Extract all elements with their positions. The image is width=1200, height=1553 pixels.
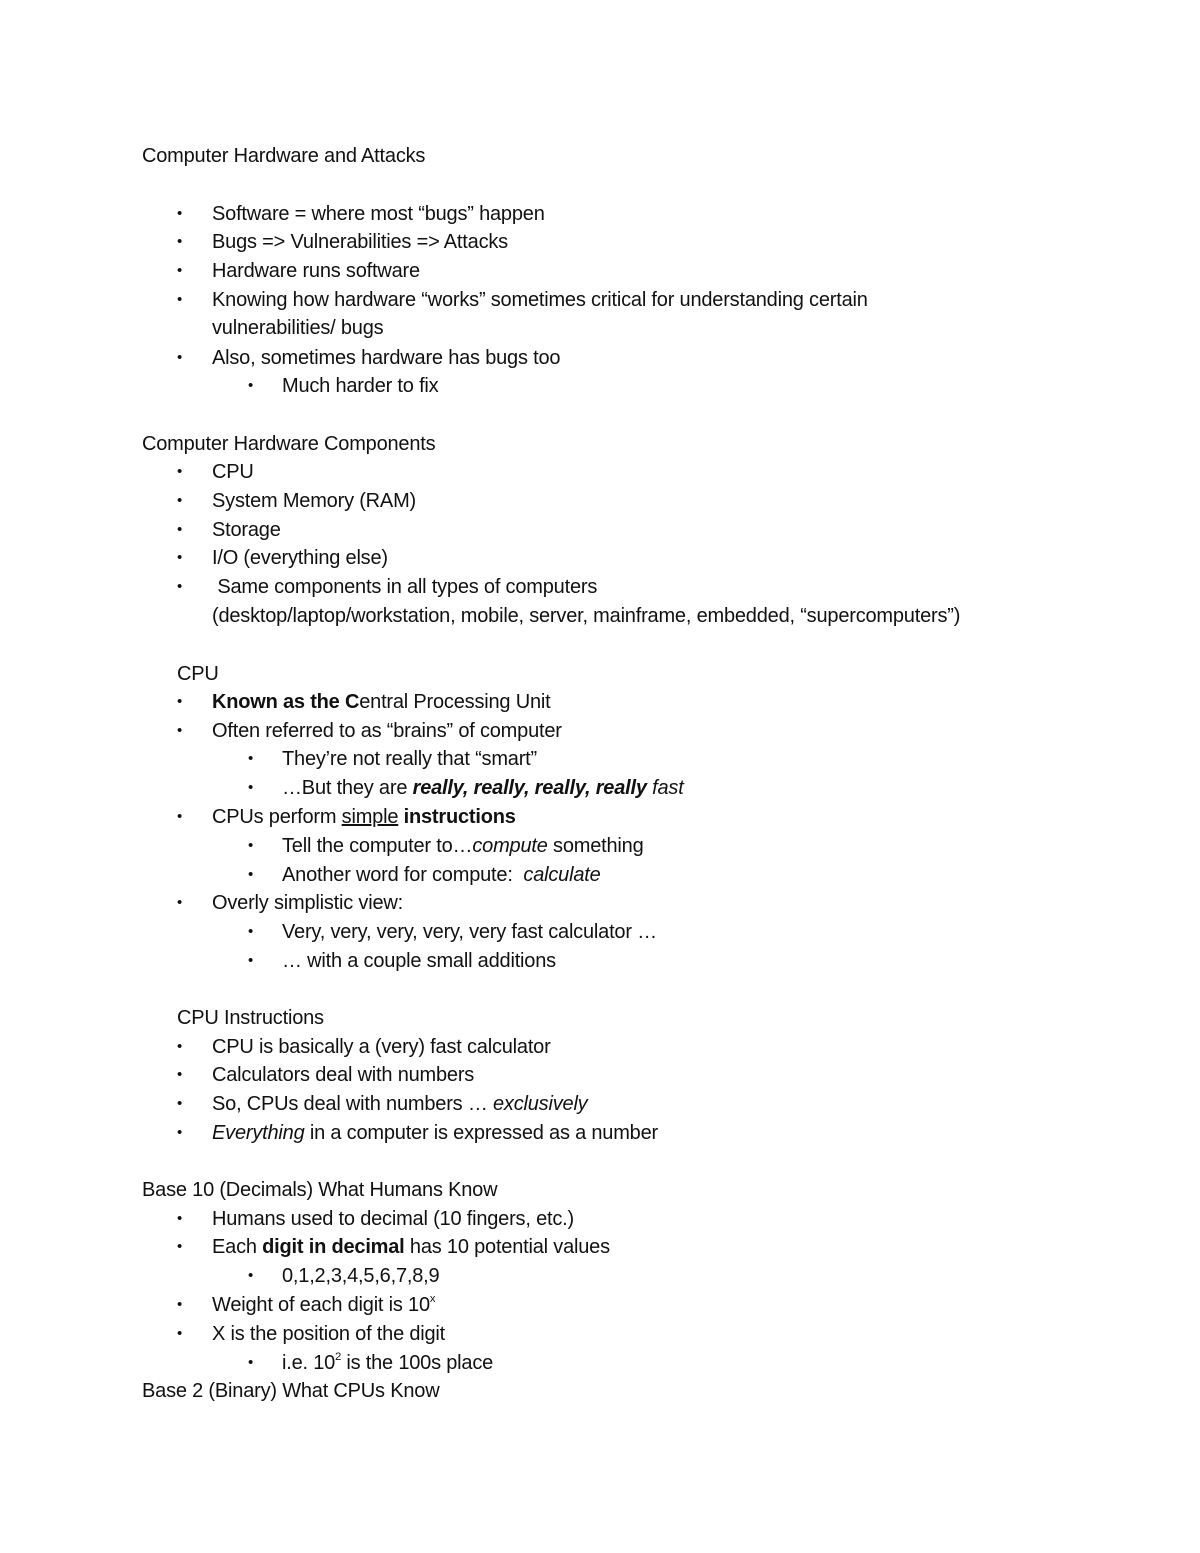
heading-hardware-components: Computer Hardware Components — [142, 433, 436, 455]
heading-cpu: CPU — [177, 663, 219, 685]
bullet: • — [177, 578, 183, 595]
sub-list-item: Much harder to fix — [282, 375, 439, 397]
list-item: Same components in all types of computers — [212, 576, 598, 598]
bullet: • — [177, 349, 183, 366]
bullet: • — [177, 291, 183, 308]
ie-suffix: is the 100s place — [341, 1352, 494, 1374]
bullet: • — [177, 492, 183, 509]
bullet: • — [248, 837, 254, 854]
bullet: • — [177, 722, 183, 739]
list-item: X is the position of the digit — [212, 1323, 446, 1345]
bullet: • — [248, 1354, 254, 1371]
bullet: • — [248, 923, 254, 940]
fast-bold-italic: really, really, really, really — [412, 777, 647, 799]
bullet: • — [177, 894, 183, 911]
bullet: • — [177, 1296, 183, 1313]
heading-cpu-instructions: CPU Instructions — [177, 1007, 324, 1029]
list-item — [212, 1235, 610, 1259]
list-item: Calculators deal with numbers — [212, 1064, 475, 1086]
bullet: • — [248, 779, 254, 796]
sub-list-item — [282, 863, 601, 887]
list-item: CPU — [212, 461, 254, 483]
everything-italic: Everything — [212, 1122, 305, 1144]
list-item: System Memory (RAM) — [212, 490, 416, 512]
perform-bold: instructions — [398, 806, 516, 828]
known-rest: entral Processing Unit — [359, 691, 551, 713]
heading-hardware-attacks: Computer Hardware and Attacks — [142, 145, 426, 167]
list-item: Humans used to decimal (10 fingers, etc.) — [212, 1208, 574, 1230]
perform-prefix: CPUs perform — [212, 806, 342, 828]
bullet: • — [177, 521, 183, 538]
known-bold: Known as the C — [212, 691, 360, 713]
bullet: • — [248, 1267, 254, 1284]
bullet: • — [248, 750, 254, 767]
everything-suffix: in a computer is expressed as a number — [304, 1122, 658, 1144]
bullet: • — [177, 205, 183, 222]
another-prefix: Another word for compute: — [282, 864, 524, 886]
list-item — [212, 805, 516, 829]
sub-list-item: They’re not really that “smart” — [282, 748, 537, 770]
sub-list-item — [282, 834, 644, 858]
list-item: Often referred to as “brains” of computer — [212, 720, 562, 742]
sub-list-item — [282, 776, 684, 800]
sub-list-item — [282, 1351, 493, 1375]
bullet: • — [177, 233, 183, 250]
heading-base10: Base 10 (Decimals) What Humans Know — [142, 1179, 498, 1201]
bullet: • — [248, 952, 254, 969]
bullet: • — [177, 549, 183, 566]
bullet: • — [248, 866, 254, 883]
fast-italic: fast — [646, 777, 684, 799]
list-item: Knowing how hardware “works” sometimes critical for understanding certain — [212, 289, 868, 311]
list-item — [212, 690, 550, 714]
so-prefix: So, CPUs deal with numbers … — [212, 1093, 493, 1115]
heading-base2: Base 2 (Binary) What CPUs Know — [142, 1380, 440, 1402]
sub-list-item: Very, very, very, very, very fast calculator … — [282, 921, 657, 943]
each-prefix: Each — [212, 1236, 263, 1258]
sub-list-item: … with a couple small additions — [282, 950, 556, 972]
list-item: CPU is basically a (very) fast calculator — [212, 1036, 551, 1058]
fast-prefix: …But they are — [282, 777, 413, 799]
bullet: • — [177, 1066, 183, 1083]
bullet: • — [177, 1238, 183, 1255]
list-item: I/O (everything else) — [212, 547, 388, 569]
bullet: • — [177, 1095, 183, 1112]
list-item — [212, 1121, 658, 1145]
bullet: • — [177, 693, 183, 710]
list-item: Hardware runs software — [212, 260, 420, 282]
ie-superscript: 2 — [335, 1351, 342, 1363]
each-bold: digit in decimal — [262, 1236, 405, 1258]
list-item-continuation: vulnerabilities/ bugs — [212, 317, 384, 339]
ie-prefix: i.e. 10 — [282, 1352, 336, 1374]
bullet: • — [177, 262, 183, 279]
bullet: • — [248, 377, 254, 394]
bullet: • — [177, 463, 183, 480]
list-item: Software = where most “bugs” happen — [212, 203, 545, 225]
tell-italic: compute — [472, 835, 548, 857]
weight-superscript: x — [429, 1293, 436, 1305]
list-item-continuation: (desktop/laptop/workstation, mobile, server, mainframe, embedded, “supercomputers”) — [212, 605, 961, 627]
another-italic: calculate — [523, 864, 601, 886]
list-item: Also, sometimes hardware has bugs too — [212, 347, 561, 369]
tell-prefix: Tell the computer to… — [282, 835, 473, 857]
list-item — [212, 1092, 587, 1116]
tell-suffix: something — [547, 835, 644, 857]
bullet: • — [177, 1210, 183, 1227]
bullet: • — [177, 1038, 183, 1055]
list-item: Bugs => Vulnerabilities => Attacks — [212, 231, 508, 253]
list-item: Overly simplistic view: — [212, 892, 403, 914]
so-italic: exclusively — [492, 1093, 588, 1115]
list-item: Storage — [212, 519, 281, 541]
sub-list-item: 0,1,2,3,4,5,6,7,8,9 — [282, 1265, 440, 1287]
bullet: • — [177, 1325, 183, 1342]
bullet: • — [177, 808, 183, 825]
perform-underline: simple — [341, 806, 399, 828]
weight-text: Weight of each digit is 10 — [212, 1294, 430, 1316]
each-suffix: has 10 potential values — [404, 1236, 610, 1258]
bullet: • — [177, 1124, 183, 1141]
list-item — [212, 1293, 435, 1317]
